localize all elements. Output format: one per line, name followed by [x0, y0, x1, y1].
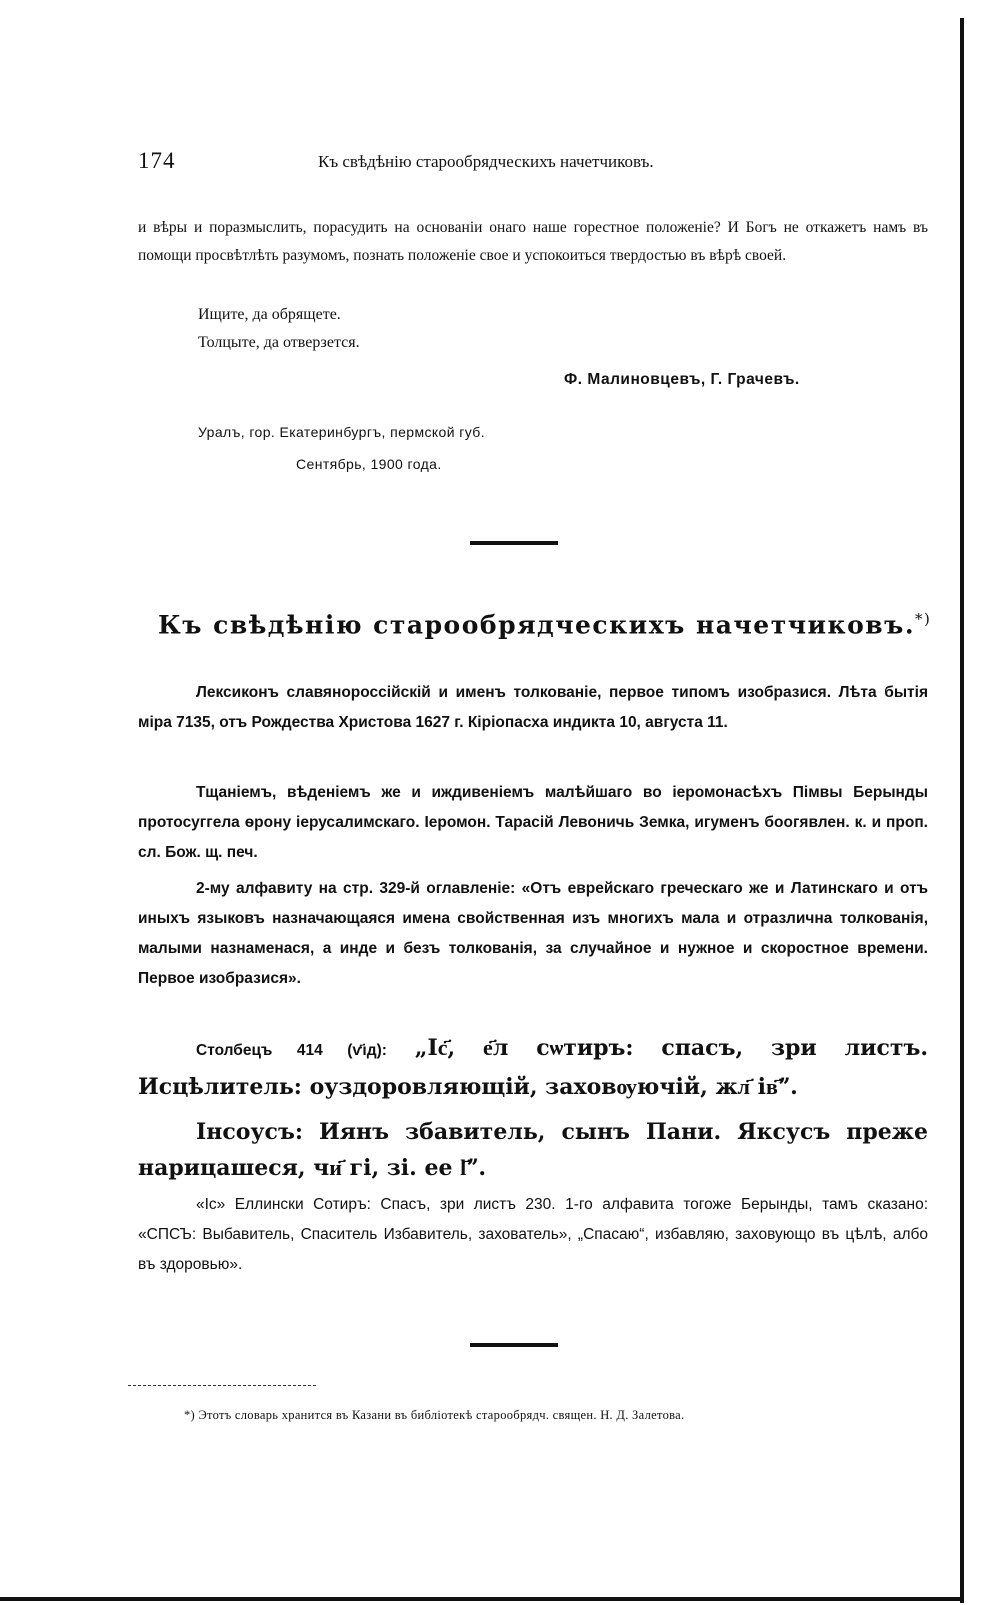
- article-title: [158, 610, 931, 639]
- verse-line-1: Ищите, да обрящете.: [198, 306, 341, 323]
- verse-line-2: Толцыте, да отверзется.: [198, 334, 360, 351]
- section-divider-top: [470, 541, 558, 545]
- signature-names: Ф. Малиновцевъ, Г. Грачевъ.: [564, 371, 800, 388]
- article-paragraph-2: Тщаніемъ, вѣденіемъ же и иждивеніемъ малѣйшаго во іеромонасѣхъ Пімвы Берынды протосуггела ѳрону іерусалимскаго. Іеромон. Тарасій Левоничь Земка, игуменъ боогявлен. к. и проп. сл. Бож. щ. печ.: [138, 784, 928, 861]
- footnote-rule: [128, 1385, 316, 1387]
- slavonic-quote-1: [138, 1030, 928, 1105]
- page-header: [138, 148, 928, 182]
- slavonic-quote-2: Інсоусъ: Иянъ збавитель, сынъ Пани. Яксусъ преже нарицашеся, чи҃ гі, зі. ее ӏ҃ˮ.: [138, 1119, 928, 1181]
- running-title: Къ свѣдѣнію старообрядческихъ начетчиковъ.: [318, 152, 654, 171]
- slavonic-text-1: „Іс҃, е҃л сѡтиръ: спасъ, зри листъ. Исцѣлитель: оуздоровляющій, заховѹючій, жл҃ ів҃ˮ.: [138, 1035, 929, 1100]
- column-reference: Столбецъ 414 (ѵ҃ıд):: [196, 1042, 387, 1059]
- intro-paragraph: и вѣры и поразмыслить, порасудить на основаніи онаго наше горестное положеніе? И Богъ не откажетъ намъ въ помощи просвѣтлѣть разумомъ, познать положеніе свое и успокоиться твердостью въ вѣрѣ своей.: [138, 219, 928, 264]
- section-divider-bottom: [470, 1343, 558, 1347]
- article-paragraph-1: Лексиконъ славянороссійскій и именъ толкованіе, первое типомъ изобразися. Лѣта бытія міра 7135, отъ Рождества Христова 1627 г. Кіріопасха индикта 10, августа 11.: [138, 684, 928, 731]
- footnote: *) Этотъ словарь хранится въ Казани въ библіотекѣ старообрядч. священ. Н. Д. Залетова.: [184, 1408, 685, 1422]
- article-paragraph-3: 2-му алфавиту на стр. 329-й оглавленіе: «Отъ еврейскаго греческаго же и Латинскаго и отъ иныхъ языковъ назначающаяся имена свойственная изъ многихъ мала и отразлична толкованія, малыми назнаменася, а инде и безъ толкованія, за случайное и нужное и скоростное времени. Первое изобразися».: [138, 880, 928, 987]
- page-number: 174: [138, 148, 176, 173]
- signature-date: Сентябрь, 1900 года.: [296, 456, 442, 472]
- title-footnote-mark[interactable]: *): [915, 610, 932, 628]
- signature-place: Уралъ, гор. Екатеринбургъ, пермской губ.: [198, 424, 486, 440]
- article-paragraph-4: «Іс» Еллински Сотиръ: Спасъ, зри листъ 230. 1-го алфавита тогоже Берынды, тамъ сказано: «СПСЪ: Выбавитель, Спаситель Избавитель, захователь», „Спасаю“, избавляю, заховующо въ цѣлѣ, албо въ здоровью».: [138, 1196, 928, 1273]
- bottom-border-rule: [0, 1597, 964, 1601]
- right-border-rule: [960, 18, 964, 1603]
- article-title-text: Къ свѣдѣнію старообрядческихъ начетчиковъ.: [158, 610, 916, 640]
